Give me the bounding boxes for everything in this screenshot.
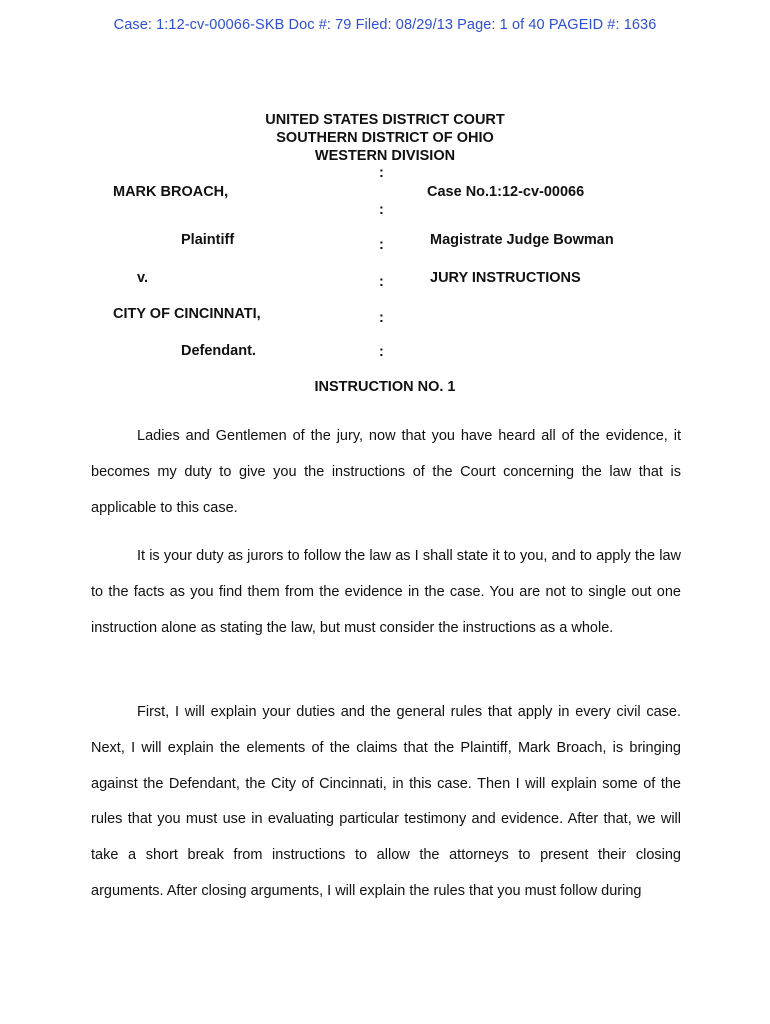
paragraph-text: Ladies and Gentlemen of the jury, now that you have heard all of the evidence, it becomes my duty to give you the instructions of the Court concerning the law that is applicable to this case. [91, 428, 681, 516]
caption-colon: : [379, 344, 384, 360]
paragraph-text: It is your duty as jurors to follow the law as I shall state it to you, and to apply the law to the facts as you find them from the evidence in the case. You are not to single out one instruction alone as stating the law, but must consider the instructions as a whole. [91, 548, 681, 636]
plaintiff-role: Plaintiff [181, 232, 235, 248]
judge-name: Magistrate Judge Bowman [430, 232, 614, 248]
caption-colon: : [379, 202, 384, 218]
caption-colon: : [379, 310, 384, 326]
court-division: WESTERN DIVISION [314, 148, 456, 164]
caption-colon: : [379, 165, 384, 181]
body-paragraph-1 [91, 419, 681, 526]
versus-label: v. [137, 270, 149, 286]
court-title-block [0, 111, 770, 165]
plaintiff-name: MARK BROACH, [113, 184, 229, 200]
document-type: JURY INSTRUCTIONS [430, 270, 581, 286]
defendant-name: CITY OF CINCINNATI, [113, 306, 261, 322]
body-paragraph-3 [91, 695, 681, 910]
court-district: SOUTHERN DISTRICT OF OHIO [276, 130, 494, 146]
instruction-heading: INSTRUCTION NO. 1 [314, 379, 456, 395]
body-paragraph-2 [91, 539, 681, 646]
caption-colon: : [379, 237, 384, 253]
case-number: Case No.1:12-cv-00066 [427, 184, 585, 200]
caption-colon: : [379, 274, 384, 290]
court-name: UNITED STATES DISTRICT COURT [265, 112, 505, 128]
paragraph-text: First, I will explain your duties and the general rules that apply in every civil case. Next, I will explain the elements of the claims that the Plaintiff, Mark Broach, is bringing against the Defendant, the City of Cincinnati, in this case. Then I will explain some of the rules that you must use in evaluating particular testimony and evidence. After that, we will take a short break from instructions to allow the attorneys to present their closing arguments. After closing arguments, I will explain the rules that you must follow during [91, 704, 681, 899]
defendant-role: Defendant. [181, 343, 256, 359]
court-filing-stamp: Case: 1:12-cv-00066-SKB Doc #: 79 Filed: 08/29/13 Page: 1 of 40 PAGEID #: 1636 [113, 17, 657, 33]
